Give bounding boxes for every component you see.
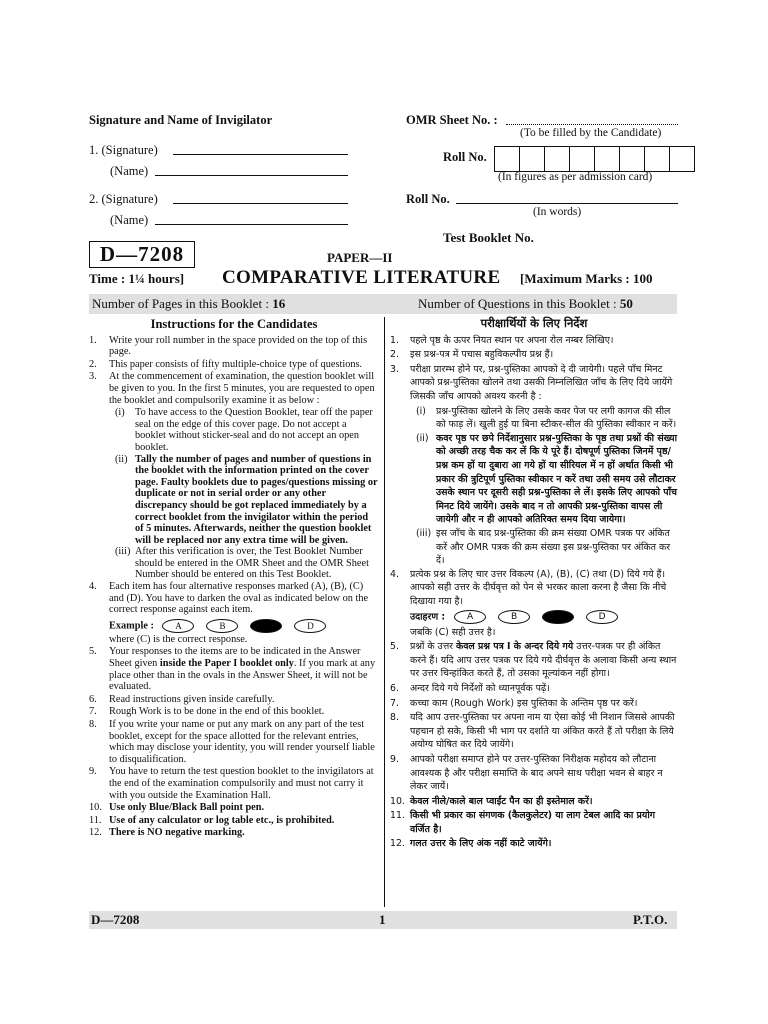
name-2-label: (Name) <box>110 213 149 227</box>
roll-number-boxes[interactable] <box>494 146 695 172</box>
subject-title: COMPARATIVE LITERATURE <box>222 267 501 288</box>
hindi-example-row <box>390 610 678 624</box>
pages-label: Number of Pages in this Booklet : <box>92 296 269 311</box>
instruction-7: 7. Rough Work is to be done in the end of this booklet. <box>89 706 325 718</box>
instruction-1: 1. Write your roll number in the space provided on the top of this page. <box>89 334 368 358</box>
hindi-instruction-5: 5. प्रश्नों के उत्तर केवल प्रश्न पत्र I के अन्दर दिये गये उत्तर-पत्रक पर ही अंकित करने हैं। यदि आप उत्तर पत्रक पर दिये गये दीर्घवृत्त के अलावा किसी अन्य स्थान पर उत्तर चिन्हांकित करते हैं, तो उसका मूल्यांकन नहीं होगा। <box>390 641 677 680</box>
hindi-instruction-6: 6. अन्दर दिये गये निर्देशों को ध्यानपूर्वक पढ़ें। <box>390 682 550 694</box>
roll-digit-box[interactable] <box>545 147 570 171</box>
roll-number-note: (In figures as per admission card) <box>498 171 653 183</box>
instruction-4: 4. Each item has four alternative responses marked (A), (B), (C) and (D). You have to darken the oval as indicated below on the correct response against each item. <box>89 581 369 616</box>
option-c-oval-filled <box>250 619 282 633</box>
signature-2-label: 2. (Signature) <box>89 192 158 206</box>
signature-1-field[interactable] <box>173 154 348 155</box>
english-title: Instructions for the Candidates <box>150 317 318 331</box>
roll-digit-box[interactable] <box>620 147 645 171</box>
hindi-instruction-8: 8. यदि आप उत्तर-पुस्तिका पर अपना नाम या ऐसा कोई भी निशान जिससे आपकी पहचान हो सके, किसी भी भाग पर दर्शाते या अंकित करते हैं तो परीक्षा के लिये अयोग्य घोषित कर दिये जायेंगे। <box>390 712 675 751</box>
instruction-3-i: (i) To have access to the Question Booklet, tear off the paper seal on the edge of this cover page. Do not accept a booklet without sticker-seal and do not accept an open booklet. <box>115 407 373 453</box>
hindi-instruction-1: 1. पहले पृष्ठ के ऊपर नियत स्थान पर अपना रोल नम्बर लिखिए। <box>390 334 614 346</box>
pages-value: 16 <box>272 296 286 311</box>
instruction-11: 11. Use of any calculator or log table etc., is prohibited. <box>89 814 335 826</box>
name-1-field[interactable] <box>155 175 348 176</box>
invigilator-title: Signature and Name of Invigilator <box>89 113 273 127</box>
footer-code: D—7208 <box>91 912 140 927</box>
hindi-instruction-11: 11. किसी भी प्रकार का संगणक (कैलकुलेटर) या लाग टेबल आदि का प्रयोग वर्जित है। <box>390 810 656 835</box>
instruction-3: 3. At the commencement of examination, the question booklet will be given to you. In the first 5 minutes, you are requested to open the booklet and compulsorily examine it as below : <box>89 371 375 406</box>
footer-page-number: 1 <box>379 912 386 927</box>
name-1-label: (Name) <box>110 164 149 178</box>
instruction-9: 9. You have to return the test question booklet to the invigilators at the end of the examination compulsorily and must not carry it with you outside the Examination Hall. <box>89 766 374 801</box>
hindi-instruction-2: 2. इस प्रश्न-पत्र में पचास बहुविकल्पीय प्रश्न हैं। <box>390 349 554 361</box>
hindi-title: परीक्षार्थियों के लिए निर्देश <box>480 316 588 330</box>
instruction-8: 8. If you write your name or put any mark on any part of the test booklet, except for the space allotted for the relevant entries, which may disclose your identity, you will render yourself liable to disqualification. <box>89 719 375 765</box>
instruction-5: 5. Your responses to the items are to be indicated in the Answer Sheet given inside the Paper I booklet only. If you mark at any place other than in the ovals in the Answer Sheet, it will not be evaluated. <box>89 646 376 693</box>
time-label: Time : 1¼ hours] <box>89 271 185 286</box>
roll-words-field[interactable] <box>456 203 678 204</box>
hindi-instruction-3: 3. परीक्षा प्रारम्भ होने पर, प्रश्न-पुस्तिका आपको दे दी जायेगी। पहले पाँच मिनट आपको प्रश्न-पुस्तिका खोलने तथा उसकी निम्नलिखित जाँच के लिए दिये जायेंगे जिसकी जाँच आपको अवश्य करनी है : <box>390 363 673 402</box>
footer-pto: P.T.O. <box>633 912 668 927</box>
roll-digit-box[interactable] <box>645 147 670 171</box>
roll-words-note: (In words) <box>533 206 582 218</box>
hindi-instructions <box>390 317 678 852</box>
max-marks: [Maximum Marks : 100 <box>520 271 653 286</box>
hindi-instruction-12: 12. गलत उत्तर के लिए अंक नहीं काटे जायेंगे। <box>390 838 552 850</box>
roll-digit-box[interactable] <box>495 147 520 171</box>
roll-words-label: Roll No. <box>406 192 450 206</box>
example-row <box>89 619 379 633</box>
instruction-3-ii: (ii) Tally the number of pages and number of questions in the booklet with the information printed on the cover page. Faulty booklets due to pages/questions missing or duplicate or not in serial order or any other discrepancy should be got replaced immediately by a correct booklet from the invigilator within the period of 5 minutes. Afterwards, neither the question booklet will be replaced nor any extra time will be given. <box>115 453 378 546</box>
omr-label: OMR Sheet No. : <box>406 113 498 127</box>
option-a-oval: A <box>162 619 194 633</box>
instruction-6: 6. Read instructions given inside carefully. <box>89 693 275 705</box>
option-d-oval: D <box>294 619 326 633</box>
hindi-instruction-10: 10. केवल नीले/काले बाल प्वाईंट पैन का ही इस्तेमाल करें। <box>390 795 593 807</box>
omr-field[interactable] <box>506 124 678 125</box>
option-c-oval-filled <box>542 610 574 624</box>
column-divider <box>384 317 385 907</box>
example-note: where (C) is the correct response. <box>109 633 248 645</box>
hindi-instruction-3-ii: (ii) कवर पृष्ठ पर छपे निर्देशानुसार प्रश्न-पुस्तिका के पृष्ठ तथा प्रश्नों की संख्या को अच्छी तरह चैक कर लें कि ये पूरे हैं। दोषपूर्ण पुस्तिका जिनमें पृष्ठ/प्रश्न कम हों या दुबारा आ गये हों या सीरियल में न हों अर्थात किसी भी प्रकार की त्रुटिपूर्ण पुस्तिका स्वीकार न करें तथा उसी समय उसे लौटाकर उसके स्थान पर दूसरी सही प्रश्न-पुस्तिका ले लें। इसके लिए आपको पाँच मिनट दिये जायेंगे। उसके बाद न तो आपकी प्रश्न-पुस्तिका वापस ली जायेगी और न ही आपको अतिरिक्त समय दिया जायेगा। <box>416 432 678 526</box>
hindi-instruction-3-i: (i) प्रश्न-पुस्तिका खोलने के लिए उसके कवर पेज पर लगी कागज की सील को फाड़ लें। खुली हुई या बिना स्टीकर-सील की पुस्तिका स्वीकार न करें। <box>416 405 677 431</box>
paper-number: PAPER—II <box>327 250 393 265</box>
instruction-3-iii: (iii) After this verification is over, the Test Booklet Number should be entered in the OMR Sheet and the OMR Sheet Number should be entered on this Test Booklet. <box>115 546 369 581</box>
roll-number-label: Roll No. <box>443 150 487 164</box>
option-b-oval: B <box>498 610 530 624</box>
example-ovals <box>162 619 326 633</box>
option-b-oval: B <box>206 619 238 633</box>
hindi-instruction-7: 7. कच्चा काम (Rough Work) इस पुस्तिका के अन्तिम पृष्ठ पर करें। <box>390 697 638 709</box>
signature-2-field[interactable] <box>173 203 348 204</box>
name-2-field[interactable] <box>155 224 348 225</box>
questions-label: Number of Questions in this Booklet : <box>418 296 617 311</box>
questions-count <box>418 296 633 312</box>
option-d-oval: D <box>586 610 618 624</box>
roll-digit-box[interactable] <box>520 147 545 171</box>
roll-digit-box[interactable] <box>570 147 595 171</box>
pages-count <box>92 296 285 312</box>
hindi-instruction-4: 4. प्रत्येक प्रश्न के लिए चार उत्तर विकल्प (A), (B), (C) तथा (D) दिये गये हैं। आपको सही उत्तर के दीर्घवृत्त को पेन से भरकर काला करना है जैसा कि नीचे दिखाया गया है। <box>390 568 667 607</box>
questions-value: 50 <box>619 296 633 311</box>
hindi-instruction-9: 9. आपको परीक्षा समाप्त होने पर उत्तर-पुस्तिका निरीक्षक महोदय को लौटाना आवश्यक है और परीक्षा समाप्ति के बाद अपने साथ परीक्षा भवन से बाहर न लेकर जायें। <box>390 753 663 793</box>
omr-note: (To be filled by the Candidate) <box>520 127 662 139</box>
example-label: Example : <box>109 620 154 632</box>
roll-digit-box[interactable] <box>595 147 620 171</box>
instruction-12: 12. There is NO negative marking. <box>89 827 245 839</box>
test-booklet-label: Test Booklet No. <box>443 230 534 245</box>
hindi-example-ovals <box>454 610 618 624</box>
hindi-example-note: जबकि (C) सही उत्तर है। <box>410 626 496 638</box>
english-instructions <box>89 317 379 840</box>
roll-digit-box[interactable] <box>670 147 694 171</box>
instruction-10: 10. Use only Blue/Black Ball point pen. <box>89 802 265 814</box>
hindi-example-label: उदाहरण : <box>410 611 446 623</box>
hindi-instruction-3-iii: (iii) इस जाँच के बाद प्रश्न-पुस्तिका की क्रम संख्या OMR पत्रक पर अंकित करें और OMR पत्रक की क्रम संख्या इस प्रश्न-पुस्तिका पर अंकित कर दें। <box>416 527 671 567</box>
paper-code: D—7208 <box>89 241 195 268</box>
instruction-2: 2. This paper consists of fifty multiple-choice type of questions. <box>89 358 363 370</box>
option-a-oval: A <box>454 610 486 624</box>
signature-1-label: 1. (Signature) <box>89 143 158 157</box>
